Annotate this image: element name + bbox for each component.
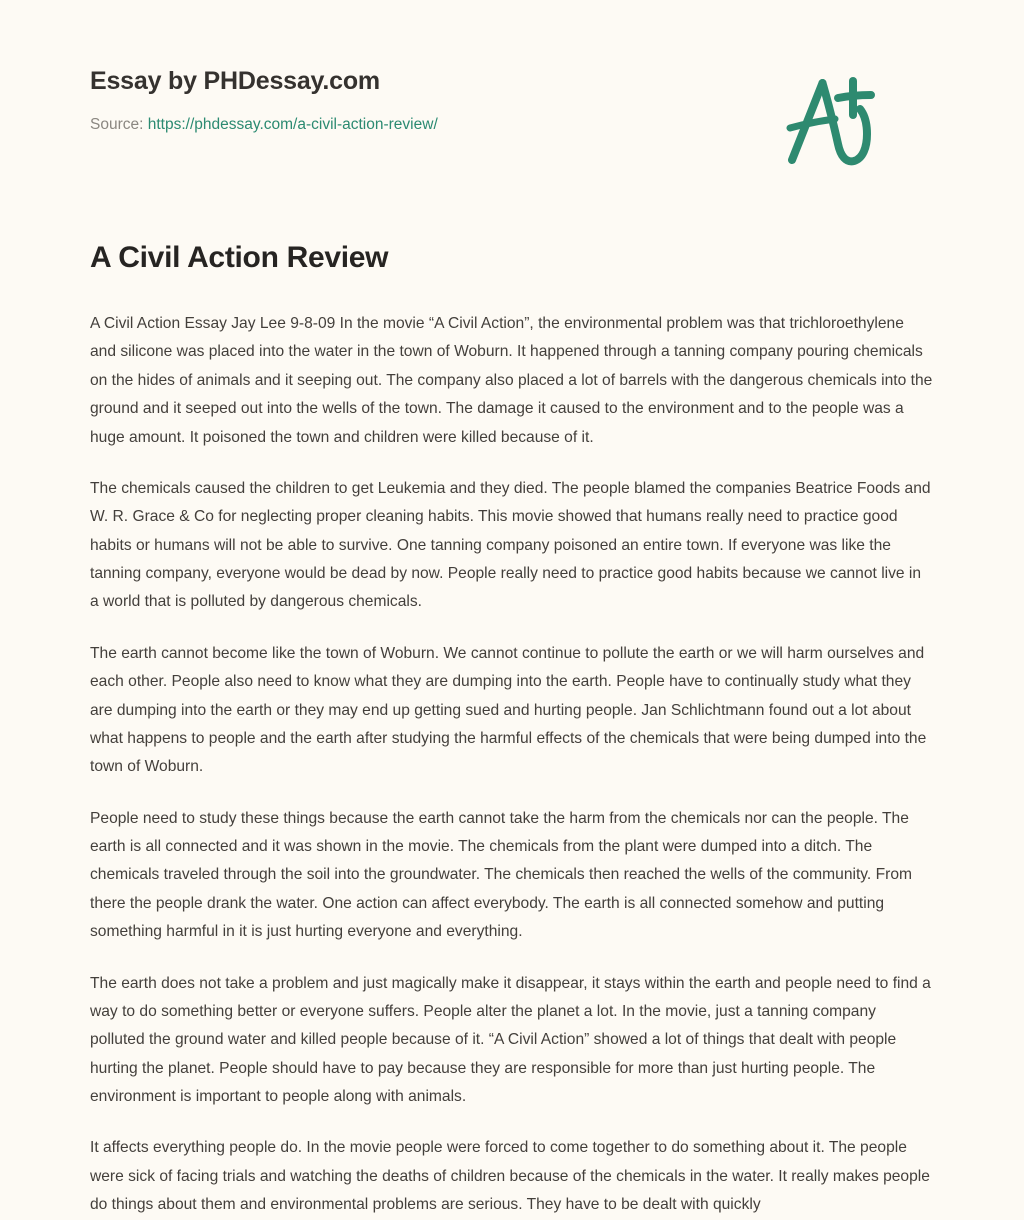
paragraph: The chemicals caused the children to get Leukemia and they died. The people blamed the companies Beatrice Foods and W. R. Grace & Co for neglecting proper cleaning habits. This movie showed that humans really need to practice good habits or humans will not be able to survive. One tanning company poisoned an entire town. If everyone was like the tanning company, everyone would be dead by now. People really need to practice good habits because we cannot live in a world that is polluted by dangerous chemicals.: [90, 479, 931, 611]
paragraph: A Civil Action Essay Jay Lee 9-8-09 In the movie “A Civil Action”, the environmental problem was that trichloroethylene and silicone was placed into the water in the town of Woburn. It happened through a tanning company pouring chemicals on the hides of animals and it seeping out. The company also placed a lot of barrels with the dangerous chemicals into the ground and it seeped out into the wells of the town. The damage it caused to the environment and to the people was a huge amount. It poisoned the town and children were killed because of it.: [90, 315, 933, 446]
paragraph: It affects everything people do. In the movie people were forced to come together to do something about it. The people were sick of facing trials and watching the deaths of children because of the chemicals in the water. It really makes people do things about them and environmental problems are serious. They have to be dealt with quickly: [90, 1139, 930, 1214]
source-url-link[interactable]: https://phdessay.com/a-civil-action-review/: [147, 115, 438, 133]
a-plus-logo-icon: [776, 74, 880, 170]
source-label: Source:: [90, 115, 144, 133]
essay-body: [90, 310, 934, 1220]
paragraph: The earth cannot become like the town of Woburn. We cannot continue to pollute the earth or we will harm ourselves and each other. People also need to know what they are dumping into the earth. People have to continually study what they are dumping into the earth or they may end up getting sued and hurting people. Jan Schlichtmann found out a lot about what happens to people and the earth after studying the harmful effects of the chemicals that were being dumped into the town of Woburn.: [90, 644, 927, 776]
header-text-block: [90, 68, 438, 134]
page-header: [90, 0, 934, 170]
source-line: [90, 116, 438, 135]
paragraph: The earth does not take a problem and just magically make it disappear, it stays within the earth and people need to find a way to do something better or everyone suffers. People alter the planet a lot. In the movie, just a tanning company polluted the ground water and killed people because of it. “A Civil Action” showed a lot of things that dealt with people hurting the planet. People should have to pay because they are responsible for more than just hurting people. The environment is important to people along with animals.: [90, 974, 931, 1105]
page-title: A Civil Action Review: [90, 241, 389, 274]
paragraph: People need to study these things because the earth cannot take the harm from the chemicals nor can the people. The earth is all connected and it was shown in the movie. The chemicals from the plant were dumped into a ditch. The chemicals traveled through the soil into the groundwater. The chemicals then reached the wells of the community. From there the people drank the water. One action can affect everybody. The earth is all connected somehow and putting something harmful in it is just hurting everyone and everything.: [90, 809, 912, 941]
brand-title: Essay by PHDessay.com: [90, 67, 380, 95]
